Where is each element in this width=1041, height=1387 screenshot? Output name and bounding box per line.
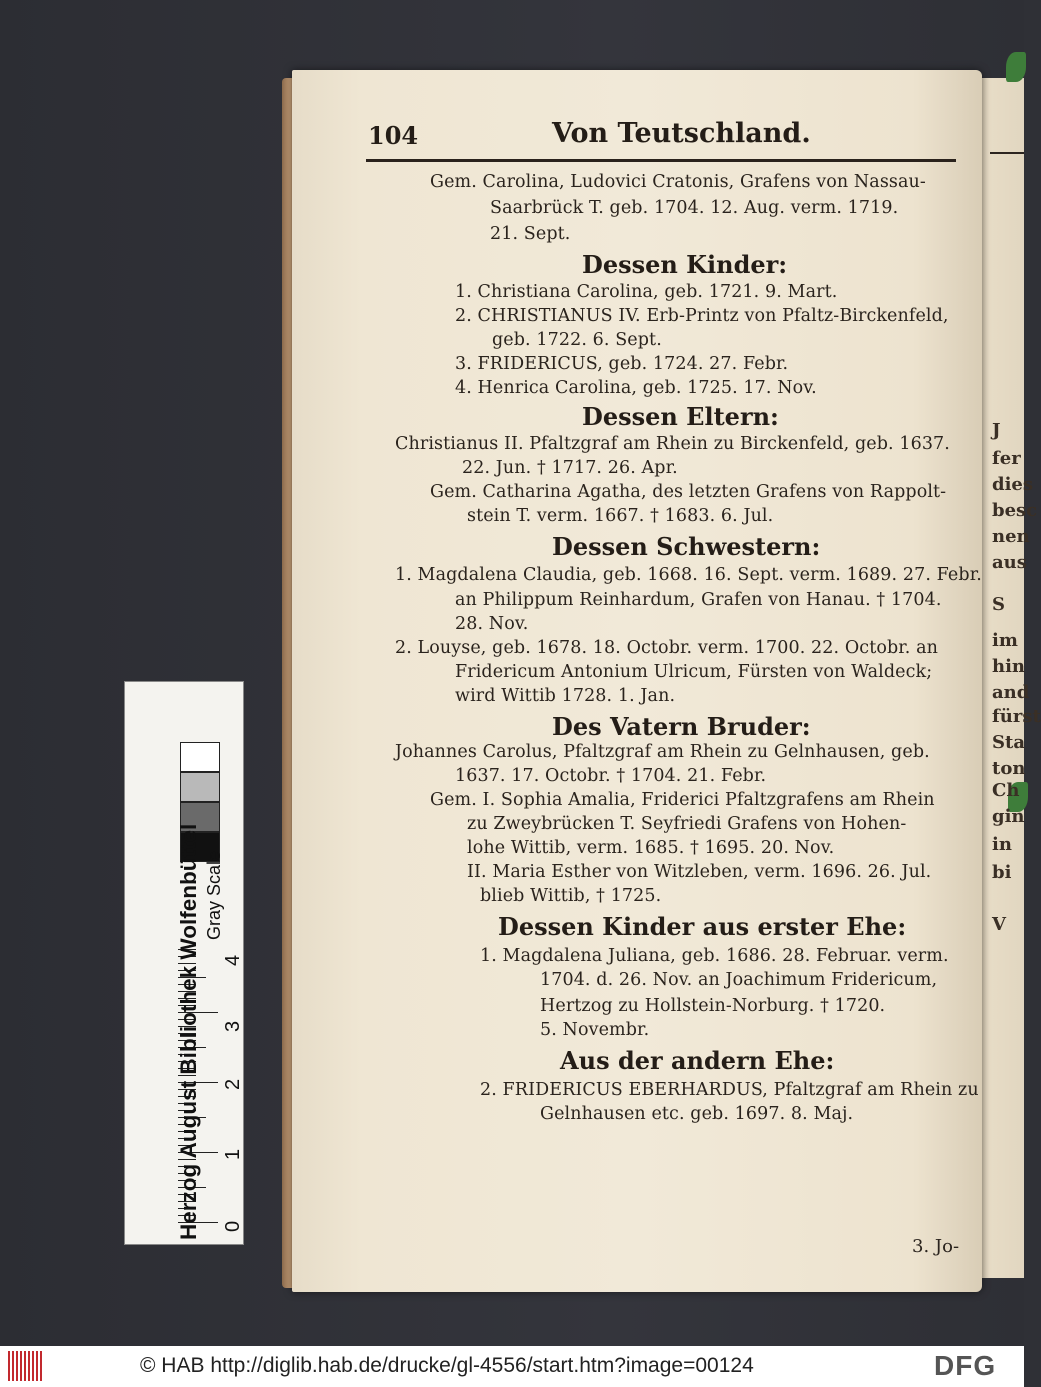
ruler-number-2: 2 xyxy=(222,1078,244,1090)
text-line: 3. FRIDERICUS, geb. 1724. 27. Febr. xyxy=(455,354,789,374)
gray-swatch-white xyxy=(180,742,220,772)
right-page-fragment: V xyxy=(992,914,1006,935)
right-page-fragment: dies xyxy=(992,474,1034,495)
gray-scale-label: Gray Scale xyxy=(204,850,224,940)
ruler-number-4: 4 xyxy=(222,954,244,966)
text-line: 1. Magdalena Juliana, geb. 1686. 28. Februar. verm. xyxy=(480,946,949,966)
text-line: Christianus II. Pfaltzgraf am Rhein zu Birckenfeld, geb. 1637. xyxy=(395,434,950,454)
text-line: zu Zweybrücken T. Seyfriedi Grafens von Hohen- xyxy=(467,814,907,834)
section-heading: Dessen Eltern: xyxy=(582,402,779,431)
text-line: an Philippum Reinhardum, Grafen von Hanau. † 1704. xyxy=(455,590,942,610)
text-line: Johannes Carolus, Pfaltzgraf am Rhein zu Gelnhausen, geb. xyxy=(395,742,930,762)
right-page-rule xyxy=(990,152,1024,154)
text-line: stein T. verm. 1667. † 1683. 6. Jul. xyxy=(467,506,774,526)
right-neighbour-page xyxy=(975,78,1024,1278)
text-line: Gem. I. Sophia Amalia, Friderici Pfaltzgrafens am Rhein xyxy=(430,790,935,810)
right-page-fragment: Sta xyxy=(992,732,1025,753)
text-line: geb. 1722. 6. Sept. xyxy=(492,330,662,350)
footer-copyright-link[interactable]: © HAB http://diglib.hab.de/drucke/gl-4556/start.htm?image=00124 xyxy=(140,1354,754,1377)
text-line: lohe Wittib, verm. 1685. † 1695. 20. Nov. xyxy=(467,838,835,858)
right-page-fragment: in xyxy=(992,834,1012,855)
text-line: Fridericum Antonium Ulricum, Fürsten von Waldeck; xyxy=(455,662,933,682)
right-page-fragment: im xyxy=(992,630,1018,651)
text-line: 22. Jun. † 1717. 26. Apr. xyxy=(462,458,678,478)
text-line: 1. Magdalena Claudia, geb. 1668. 16. Sept. verm. 1689. 27. Febr. xyxy=(395,565,982,585)
text-line: Gelnhausen etc. geb. 1697. 8. Maj. xyxy=(540,1104,854,1124)
green-marker-tab xyxy=(1006,52,1026,82)
text-line: 21. Sept. xyxy=(490,224,571,244)
text-line: 4. Henrica Carolina, geb. 1725. 17. Nov. xyxy=(455,378,817,398)
right-page-fragment: gin xyxy=(992,806,1025,827)
text-line: 5. Novembr. xyxy=(540,1020,650,1040)
section-heading: Dessen Kinder: xyxy=(582,250,788,279)
right-page-fragment: ton xyxy=(992,758,1026,779)
right-page-fragment: besc xyxy=(992,500,1038,521)
dfg-logo: DFG xyxy=(934,1350,997,1381)
text-line: 1. Christiana Carolina, geb. 1721. 9. Mart. xyxy=(455,282,838,302)
right-page-fragment: hin xyxy=(992,656,1026,677)
text-line: blieb Wittib, † 1725. xyxy=(480,886,662,906)
gray-swatch-light xyxy=(180,772,220,802)
library-name: Herzog August Bibliothek Wolfenbüttel xyxy=(176,823,201,1240)
ruler-number-1: 1 xyxy=(222,1148,244,1160)
running-head: Von Teutschland. xyxy=(552,118,811,149)
text-line: II. Maria Esther von Witzleben, verm. 1696. 26. Jul. xyxy=(467,862,932,882)
page-number: 104 xyxy=(368,121,419,150)
right-page-fragment: J xyxy=(992,420,1001,441)
right-page-fragment: Ch xyxy=(992,780,1020,801)
text-line: Hertzog zu Hollstein-Norburg. † 1720. xyxy=(540,996,886,1016)
header-rule xyxy=(366,159,956,162)
section-heading: Aus der andern Ehe: xyxy=(560,1046,835,1075)
right-page-fragment: bi xyxy=(992,862,1012,883)
text-line: 2. CHRISTIANUS IV. Erb-Printz von Pfaltz-Birckenfeld, xyxy=(455,306,949,326)
section-heading: Des Vatern Bruder: xyxy=(552,712,811,741)
hab-barcode-icon xyxy=(8,1351,44,1381)
text-line: 28. Nov. xyxy=(455,614,529,634)
text-line: Gem. Catharina Agatha, des letzten Grafens von Rappolt- xyxy=(430,482,947,502)
section-heading: Dessen Kinder aus erster Ehe: xyxy=(498,912,907,941)
text-line: 1704. d. 26. Nov. an Joachimum Fridericum, xyxy=(540,970,938,990)
right-page-fragment: fer xyxy=(992,448,1021,469)
right-page-fragment: and xyxy=(992,682,1030,703)
right-page-fragment: fürst xyxy=(992,706,1041,727)
right-page-fragment: S xyxy=(992,594,1005,615)
catchword: 3. Jo- xyxy=(912,1236,960,1257)
text-line: Saarbrück T. geb. 1704. 12. Aug. verm. 1719. xyxy=(490,198,899,218)
right-page-fragment: aus xyxy=(992,552,1027,573)
ruler-number-3: 3 xyxy=(222,1020,244,1032)
section-heading: Dessen Schwestern: xyxy=(552,532,821,561)
right-page-fragment: nen xyxy=(992,526,1030,547)
ruler-number-0: 0 xyxy=(222,1220,244,1232)
text-line: 2. FRIDERICUS EBERHARDUS, Pfaltzgraf am Rhein zu xyxy=(480,1080,979,1100)
text-line: Gem. Carolina, Ludovici Cratonis, Grafens von Nassau- xyxy=(430,172,926,192)
text-line: 1637. 17. Octobr. † 1704. 21. Febr. xyxy=(455,766,767,786)
text-line: wird Wittib 1728. 1. Jan. xyxy=(455,686,676,706)
text-line: 2. Louyse, geb. 1678. 18. Octobr. verm. 1700. 22. Octobr. an xyxy=(395,638,939,658)
